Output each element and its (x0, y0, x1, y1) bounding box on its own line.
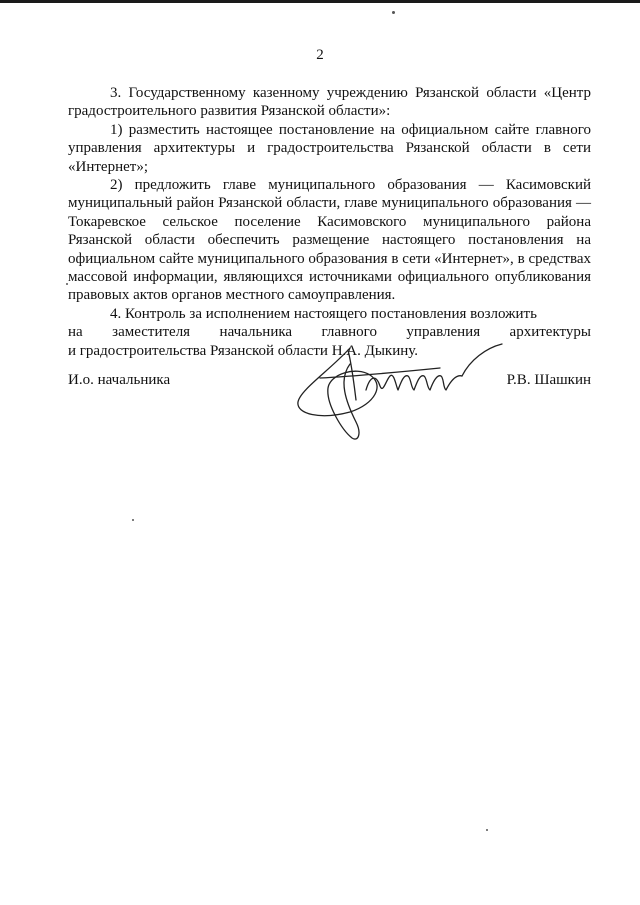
top-border-line (0, 0, 640, 3)
paragraph-3-item-2: 2) предложить главе муниципального образования — Касимовский муниципальный район Рязанской области, главе муниципального образования — Токаревское сельское поселение Касимовского муниципального района Рязанской области обеспечить размещение настоящего постановления на официальном сайте муниципального образования в сети «Интернет», в средствах массовой информации, являющихся источниками официального опубликования правовых актов органов местного самоуправления. (68, 177, 591, 304)
paragraph-4-line-3: и градостроительства Рязанской области Н.А. Дыкину. (68, 342, 419, 359)
paragraph-4-word: управления (406, 324, 481, 341)
paragraph-4-line-1: 4. Контроль за исполнением настоящего постановления возложить (110, 305, 537, 322)
page-number: 2 (316, 47, 324, 63)
paragraph-3-item-1: 1) разместить настоящее постановление на официальном сайте главного управления архитектуры и градостроительства Рязанской области в сети «Интернет»; (68, 121, 591, 175)
scan-speck (132, 519, 134, 521)
scan-speck (486, 829, 488, 831)
paragraph-4-word: начальника (219, 324, 293, 341)
paragraph-4-word: главного (321, 324, 377, 341)
paragraph-3: 3. Государственному казенному учреждению Рязанской области «Центр градостроительного развития Рязанской области»: (68, 85, 591, 120)
paragraph-4-word: на (68, 324, 83, 341)
document-body (68, 84, 591, 360)
paragraph-4-word: архитектуры (509, 324, 591, 341)
paragraph-4-word: заместителя (112, 324, 191, 341)
signatory-title: И.о. начальника (68, 372, 171, 388)
scan-speck (392, 11, 395, 14)
signatory-name: Р.В. Шашкин (506, 372, 591, 388)
handwritten-signature (290, 330, 510, 450)
